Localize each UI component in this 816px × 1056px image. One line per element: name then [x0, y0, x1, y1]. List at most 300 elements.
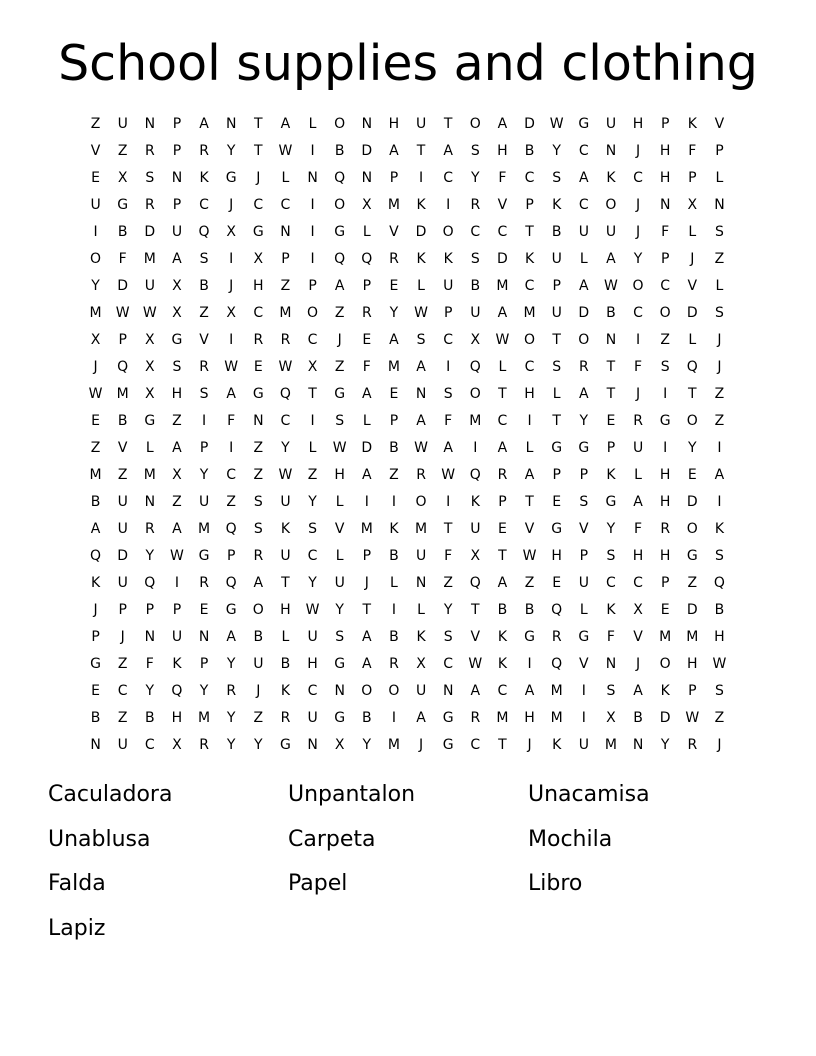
- grid-letter: S: [552, 359, 562, 375]
- grid-letter: C: [443, 332, 454, 348]
- grid-letter: G: [524, 629, 535, 645]
- grid-letter: O: [686, 413, 698, 429]
- grid-letter: R: [470, 197, 481, 213]
- grid-letter: Q: [713, 575, 725, 591]
- grid-letter: B: [389, 629, 399, 645]
- grid-letter: H: [659, 467, 671, 483]
- grid-letter: W: [278, 143, 293, 159]
- grid-letter: S: [606, 548, 616, 564]
- grid-letter: R: [280, 710, 291, 726]
- grid-letter: R: [578, 359, 589, 375]
- grid-letter: E: [389, 386, 399, 402]
- grid-letter: T: [254, 143, 263, 159]
- grid-letter: A: [416, 710, 426, 726]
- grid-letter: V: [714, 116, 725, 132]
- grid-letter: I: [229, 251, 234, 267]
- grid-row: [82, 732, 733, 759]
- grid-letter: I: [446, 494, 451, 510]
- grid-letter: K: [714, 521, 725, 537]
- grid-letter: G: [551, 521, 563, 537]
- grid-letter: I: [310, 251, 315, 267]
- grid-row: [82, 408, 733, 435]
- grid-letter: K: [199, 170, 209, 186]
- grid-letter: L: [281, 629, 290, 645]
- grid-letter: O: [252, 602, 264, 618]
- grid-letter: U: [144, 278, 155, 294]
- grid-letter: G: [117, 197, 129, 213]
- grid-letter: A: [172, 521, 182, 537]
- grid-letter: R: [470, 710, 481, 726]
- grid-row: [82, 111, 733, 138]
- grid-letter: K: [660, 683, 670, 699]
- grid-letter: P: [281, 251, 290, 267]
- grid-letter: W: [224, 359, 239, 375]
- grid-letter: S: [335, 629, 345, 645]
- grid-letter: O: [469, 386, 481, 402]
- grid-letter: Y: [633, 251, 643, 267]
- word-list: [48, 778, 768, 956]
- grid-letter: Q: [334, 170, 346, 186]
- grid-letter: T: [525, 224, 534, 240]
- grid-letter: Q: [90, 548, 102, 564]
- grid-letter: X: [226, 224, 236, 240]
- grid-letter: A: [389, 332, 399, 348]
- grid-letter: U: [632, 440, 644, 456]
- grid-letter: P: [579, 548, 589, 564]
- grid-letter: B: [524, 602, 535, 618]
- grid-letter: U: [578, 737, 589, 753]
- grid-letter: B: [470, 278, 481, 294]
- grid-letter: P: [362, 548, 372, 564]
- grid-letter: K: [416, 629, 426, 645]
- grid-letter: C: [578, 143, 589, 159]
- grid-letter: G: [252, 224, 264, 240]
- grid-letter: Y: [471, 170, 480, 186]
- grid-letter: G: [171, 332, 183, 348]
- grid-letter: S: [443, 386, 453, 402]
- grid-letter: L: [688, 224, 697, 240]
- grid-letter: R: [253, 548, 264, 564]
- grid-letter: B: [633, 710, 643, 726]
- grid-letter: C: [280, 413, 291, 429]
- grid-letter: A: [443, 143, 453, 159]
- grid-letter: N: [415, 386, 427, 402]
- grid-letter: K: [606, 467, 616, 483]
- grid-letter: E: [606, 413, 616, 429]
- grid-letter: H: [497, 143, 508, 159]
- grid-letter: G: [334, 224, 346, 240]
- grid-letter: B: [497, 602, 508, 618]
- grid-letter: U: [443, 278, 454, 294]
- grid-letter: C: [524, 359, 535, 375]
- grid-letter: Z: [280, 278, 291, 294]
- grid-letter: W: [332, 440, 347, 456]
- grid-letter: C: [253, 305, 264, 321]
- grid-letter: D: [144, 224, 156, 240]
- grid-letter: U: [415, 116, 427, 132]
- grid-letter: B: [253, 629, 264, 645]
- grid-letter: N: [144, 494, 156, 510]
- grid-letter: N: [225, 116, 237, 132]
- grid-letter: T: [443, 116, 453, 132]
- grid-letter: P: [498, 494, 507, 510]
- grid-letter: G: [578, 440, 590, 456]
- grid-letter: P: [552, 278, 561, 294]
- grid-letter: S: [714, 683, 724, 699]
- grid-letter: L: [715, 278, 724, 294]
- grid-letter: B: [524, 143, 535, 159]
- grid-letter: B: [389, 548, 399, 564]
- grid-letter: Z: [334, 305, 345, 321]
- grid-letter: P: [715, 143, 724, 159]
- grid-letter: R: [199, 143, 209, 159]
- grid-letter: Z: [117, 710, 128, 726]
- grid-letter: I: [446, 197, 451, 213]
- grid-letter: S: [660, 359, 670, 375]
- grid-letter: Z: [660, 332, 670, 348]
- grid-letter: O: [659, 305, 671, 321]
- grid-letter: P: [660, 251, 670, 267]
- grid-letter: A: [226, 386, 236, 402]
- grid-letter: K: [470, 494, 480, 510]
- grid-letter: J: [364, 575, 369, 591]
- grid-letter: Y: [335, 602, 344, 618]
- grid-letter: S: [172, 359, 182, 375]
- grid-letter: C: [633, 305, 643, 321]
- grid-letter: M: [387, 197, 400, 213]
- grid-letter: A: [470, 683, 481, 699]
- grid-letter: N: [361, 170, 373, 186]
- grid-letter: X: [226, 305, 236, 321]
- grid-letter: R: [253, 332, 264, 348]
- grid-letter: Q: [334, 251, 346, 267]
- grid-letter: I: [663, 440, 668, 456]
- grid-letter: V: [579, 656, 589, 672]
- grid-letter: A: [416, 413, 426, 429]
- grid-letter: A: [524, 467, 535, 483]
- grid-letter: O: [686, 521, 698, 537]
- grid-letter: M: [415, 521, 428, 537]
- grid-letter: E: [552, 494, 562, 510]
- grid-letter: Z: [172, 494, 182, 510]
- grid-letter: Z: [117, 143, 128, 159]
- grid-letter: E: [362, 332, 372, 348]
- grid-letter: C: [443, 170, 454, 186]
- grid-letter: S: [714, 548, 724, 564]
- grid-letter: U: [470, 521, 481, 537]
- grid-letter: B: [117, 224, 128, 240]
- grid-letter: M: [89, 305, 102, 321]
- grid-letter: M: [387, 359, 400, 375]
- grid-row: [82, 192, 733, 219]
- grid-letter: I: [310, 224, 315, 240]
- grid-letter: E: [660, 602, 670, 618]
- grid-letter: U: [253, 656, 264, 672]
- grid-letter: O: [388, 683, 400, 699]
- grid-letter: B: [606, 305, 616, 321]
- grid-letter: V: [470, 629, 481, 645]
- grid-letter: N: [714, 197, 725, 213]
- grid-letter: Z: [172, 413, 182, 429]
- grid-letter: E: [253, 359, 263, 375]
- grid-letter: P: [660, 116, 670, 132]
- grid-letter: I: [93, 224, 98, 240]
- grid-letter: P: [525, 197, 534, 213]
- grid-letter: Y: [362, 737, 372, 753]
- grid-letter: X: [416, 656, 426, 672]
- grid-letter: E: [389, 278, 399, 294]
- grid-letter: A: [362, 629, 372, 645]
- grid-letter: G: [280, 737, 291, 753]
- grid-letter: H: [551, 548, 562, 564]
- grid-letter: L: [390, 575, 398, 591]
- grid-letter: D: [686, 305, 698, 321]
- grid-letter: L: [145, 440, 154, 456]
- grid-letter: C: [253, 197, 264, 213]
- grid-letter: E: [498, 521, 507, 537]
- grid-letter: W: [495, 332, 510, 348]
- grid-letter: O: [442, 224, 454, 240]
- grid-letter: F: [606, 629, 615, 645]
- grid-letter: N: [334, 683, 345, 699]
- grid-letter: D: [117, 548, 129, 564]
- grid-letter: J: [418, 737, 424, 753]
- grid-letter: C: [144, 737, 155, 753]
- grid-letter: T: [552, 413, 561, 429]
- grid-letter: S: [606, 683, 616, 699]
- grid-letter: U: [198, 494, 210, 510]
- grid-letter: X: [90, 332, 101, 348]
- grid-letter: N: [171, 170, 183, 186]
- grid-letter: K: [172, 656, 182, 672]
- grid-letter: A: [579, 170, 589, 186]
- grid-letter: X: [307, 359, 318, 375]
- grid-row: [82, 219, 733, 246]
- grid-letter: M: [198, 710, 211, 726]
- grid-letter: R: [144, 197, 155, 213]
- grid-letter: L: [281, 170, 290, 186]
- grid-letter: Z: [117, 467, 128, 483]
- grid-letter: K: [416, 197, 426, 213]
- grid-letter: R: [144, 143, 155, 159]
- grid-letter: I: [663, 386, 668, 402]
- grid-letter: U: [280, 548, 291, 564]
- grid-letter: T: [498, 737, 507, 753]
- grid-letter: B: [389, 440, 399, 456]
- grid-letter: W: [170, 548, 184, 564]
- grid-letter: A: [253, 575, 264, 591]
- grid-row: [82, 327, 733, 354]
- grid-letter: I: [310, 143, 315, 159]
- grid-letter: I: [229, 332, 234, 348]
- grid-letter: E: [552, 575, 562, 591]
- grid-letter: H: [659, 548, 671, 564]
- grid-letter: T: [281, 575, 290, 591]
- grid-letter: Z: [253, 710, 264, 726]
- grid-letter: A: [579, 278, 589, 294]
- grid-letter: I: [310, 197, 315, 213]
- grid-letter: C: [660, 278, 671, 294]
- grid-letter: N: [659, 197, 671, 213]
- grid-letter: D: [578, 305, 590, 321]
- grid-letter: Y: [91, 278, 100, 294]
- grid-letter: X: [145, 386, 155, 402]
- grid-letter: E: [687, 467, 697, 483]
- grid-letter: I: [391, 494, 396, 510]
- grid-letter: X: [470, 332, 481, 348]
- grid-letter: A: [172, 440, 182, 456]
- grid-letter: W: [685, 710, 700, 726]
- grid-letter: U: [171, 629, 183, 645]
- grid-letter: F: [118, 251, 127, 267]
- grid-letter: D: [117, 278, 129, 294]
- grid-letter: T: [606, 359, 616, 375]
- grid-letter: T: [688, 386, 697, 402]
- grid-letter: X: [334, 737, 345, 753]
- grid-letter: K: [606, 602, 616, 618]
- grid-letter: R: [416, 467, 426, 483]
- grid-letter: Z: [90, 440, 101, 456]
- grid-letter: C: [443, 656, 454, 672]
- grid-letter: I: [174, 575, 179, 591]
- grid-letter: L: [417, 602, 425, 618]
- grid-letter: I: [364, 494, 369, 510]
- grid-letter: F: [362, 359, 371, 375]
- grid-letter: J: [120, 629, 125, 645]
- grid-letter: H: [687, 656, 698, 672]
- grid-letter: T: [525, 494, 534, 510]
- grid-letter: Y: [226, 710, 236, 726]
- grid-letter: J: [717, 359, 722, 375]
- grid-letter: F: [444, 548, 453, 564]
- grid-letter: Y: [226, 143, 236, 159]
- grid-letter: L: [634, 467, 642, 483]
- grid-letter: C: [524, 278, 535, 294]
- grid-letter: L: [579, 602, 588, 618]
- grid-letter: N: [415, 575, 427, 591]
- grid-letter: U: [605, 116, 617, 132]
- grid-letter: C: [280, 197, 291, 213]
- grid-row: [82, 651, 733, 678]
- grid-letter: X: [362, 197, 372, 213]
- word-list-item: Carpeta: [288, 826, 376, 852]
- grid-letter: L: [579, 251, 588, 267]
- grid-letter: T: [362, 602, 372, 618]
- grid-letter: I: [717, 440, 722, 456]
- grid-letter: U: [334, 575, 345, 591]
- grid-letter: P: [118, 602, 127, 618]
- grid-letter: W: [414, 305, 428, 321]
- grid-letter: J: [635, 143, 641, 159]
- grid-letter: A: [579, 386, 589, 402]
- grid-letter: M: [89, 467, 102, 483]
- grid-letter: B: [145, 710, 155, 726]
- grid-letter: G: [551, 440, 563, 456]
- grid-letter: K: [552, 197, 562, 213]
- grid-letter: Y: [199, 683, 209, 699]
- grid-letter: N: [442, 683, 454, 699]
- grid-letter: A: [90, 521, 101, 537]
- grid-letter: P: [118, 332, 127, 348]
- grid-letter: H: [524, 710, 535, 726]
- grid-letter: C: [470, 737, 481, 753]
- grid-letter: A: [714, 467, 725, 483]
- grid-letter: P: [199, 440, 209, 456]
- grid-letter: L: [688, 332, 697, 348]
- grid-letter: T: [308, 386, 317, 402]
- grid-letter: S: [714, 224, 724, 240]
- grid-letter: V: [389, 224, 399, 240]
- grid-letter: Y: [443, 602, 453, 618]
- grid-letter: I: [527, 413, 532, 429]
- grid-letter: J: [337, 332, 342, 348]
- grid-letter: S: [714, 305, 724, 321]
- grid-letter: Q: [171, 683, 183, 699]
- grid-letter: X: [606, 710, 616, 726]
- grid-letter: M: [523, 305, 536, 321]
- grid-letter: O: [578, 332, 590, 348]
- grid-letter: V: [687, 278, 698, 294]
- grid-letter: Y: [199, 467, 209, 483]
- grid-letter: P: [226, 548, 236, 564]
- grid-letter: Y: [145, 548, 155, 564]
- grid-letter: G: [252, 386, 264, 402]
- grid-letter: P: [688, 683, 697, 699]
- grid-letter: V: [524, 521, 535, 537]
- grid-letter: J: [93, 602, 98, 618]
- grid-letter: Y: [660, 737, 670, 753]
- grid-letter: H: [632, 548, 644, 564]
- grid-letter: O: [415, 494, 427, 510]
- grid-letter: H: [714, 629, 725, 645]
- grid-letter: W: [441, 467, 456, 483]
- grid-letter: Q: [361, 251, 373, 267]
- grid-letter: T: [498, 548, 507, 564]
- grid-letter: D: [361, 440, 373, 456]
- grid-letter: V: [90, 143, 101, 159]
- grid-row: [82, 705, 733, 732]
- grid-letter: I: [310, 413, 315, 429]
- grid-letter: L: [308, 440, 317, 456]
- grid-letter: Z: [253, 440, 264, 456]
- grid-letter: Y: [226, 737, 236, 753]
- word-list-item: Mochila: [528, 826, 613, 852]
- grid-letter: N: [361, 116, 373, 132]
- grid-letter: W: [604, 278, 618, 294]
- grid-letter: A: [334, 278, 345, 294]
- grid-letter: J: [256, 683, 261, 699]
- grid-letter: N: [253, 413, 264, 429]
- grid-letter: Z: [714, 251, 725, 267]
- grid-letter: R: [633, 413, 643, 429]
- grid-letter: R: [660, 521, 671, 537]
- word-list-item: Falda: [48, 871, 106, 896]
- grid-letter: C: [497, 683, 508, 699]
- grid-letter: Z: [253, 467, 264, 483]
- grid-letter: J: [93, 359, 98, 375]
- grid-letter: W: [88, 386, 103, 402]
- grid-letter: Q: [225, 575, 237, 591]
- grid-letter: G: [198, 548, 210, 564]
- grid-letter: S: [199, 251, 209, 267]
- grid-letter: J: [635, 224, 641, 240]
- grid-letter: C: [117, 683, 128, 699]
- grid-letter: X: [145, 359, 155, 375]
- grid-letter: G: [442, 737, 454, 753]
- grid-letter: Y: [145, 683, 155, 699]
- grid-letter: P: [308, 278, 317, 294]
- grid-letter: R: [199, 575, 209, 591]
